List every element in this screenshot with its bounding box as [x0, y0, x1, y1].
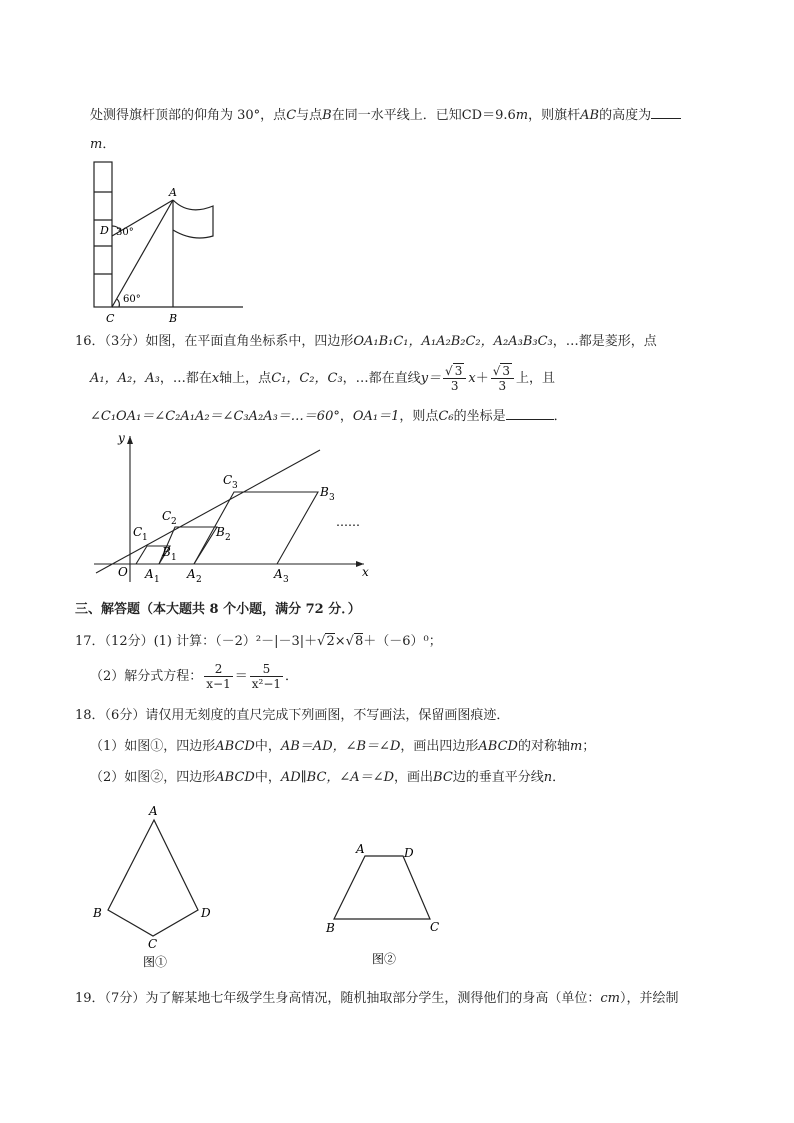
q15-dot: ． [102, 137, 116, 152]
label-d: D [201, 906, 211, 920]
q16-c6: C₆ [438, 409, 454, 424]
q16-x: x [211, 371, 220, 386]
label-a: A [169, 186, 177, 199]
q18-cond1: AB＝AD，∠B＝∠D [280, 739, 401, 754]
q19-text: 19．（7分）为了解某地七年级学生身高情况，随机抽取部分学生，测得他们的身高（单位： [75, 991, 601, 1006]
q17-text: （2）解分式方程： [90, 669, 203, 684]
angle-30: 30° [116, 227, 134, 238]
caption-1: 图① [143, 955, 168, 969]
label-b3: B [320, 485, 329, 499]
q18-figure-2 [318, 835, 458, 975]
q17-eq: ＝ [234, 669, 248, 684]
q16-text: ，…都在 [159, 371, 212, 386]
q18-text: 的对称轴 [517, 739, 570, 754]
q17-times: × [334, 634, 346, 649]
q18-dot: ． [552, 770, 566, 785]
label-c1: C [133, 525, 143, 539]
q15-line2 [90, 135, 115, 155]
q18-text: 中， [254, 770, 281, 785]
q15-figure [85, 158, 255, 328]
sub: 1 [171, 553, 177, 563]
label-b2: B [216, 525, 225, 539]
q15-ab: AB [580, 108, 600, 123]
q16-line1 [75, 332, 657, 352]
q16-plus: ＋ [475, 371, 489, 386]
q18-abcd: ABCD [215, 770, 255, 785]
label-c: C [106, 312, 115, 325]
q16-den2: 3 [498, 379, 507, 393]
q16-text: ，则点 [399, 409, 439, 424]
q16-line2 [90, 364, 555, 393]
q17-sqrt2: 2 [326, 634, 335, 649]
q16-y-eq: y＝ [420, 371, 442, 386]
sub: 3 [232, 481, 238, 491]
rhombus-3 [194, 492, 318, 564]
line-ca [112, 200, 173, 307]
sub: 2 [171, 517, 177, 527]
q15-cd: CD＝9.6 [461, 108, 516, 123]
q15-answer-blank[interactable] [651, 104, 681, 119]
q16-den: 3 [450, 379, 459, 393]
q16-end: ． [553, 409, 567, 424]
num: 2 [204, 662, 232, 677]
q18-line3 [90, 768, 565, 788]
q15-unit2: m [90, 137, 103, 152]
q19-text: ），并绘制 [619, 991, 679, 1006]
q18-figure-1 [88, 800, 228, 975]
q16-frac2: $\frac{√ 3}{3}$ [491, 364, 514, 393]
q16-oa1: OA₁＝1 [352, 409, 400, 424]
ellipsis: …… [336, 515, 360, 529]
q16-points-a: A₁，A₂，A₃ [90, 371, 160, 386]
q16-text: 16．（3分）如图，在平面直角坐标系中，四边形 [75, 334, 354, 349]
q18-line1: 18．（6分）请仅用无刻度的直尺完成下列画图，不写画法，保留画图痕迹． [75, 708, 510, 723]
sub: 1 [142, 533, 148, 543]
label-c: C [148, 937, 158, 951]
q15-text: 与点 [296, 108, 323, 123]
q16-points-c: C₁，C₂，C₃ [271, 371, 343, 386]
sub: 2 [225, 533, 231, 543]
trapezoid-abcd [334, 856, 430, 919]
q16-text: 的坐标是 [453, 409, 506, 424]
q16-figure [90, 428, 380, 586]
q18-m: m [569, 739, 583, 754]
label-a: A [149, 804, 158, 818]
q15-text: ，则旗杆 [528, 108, 581, 123]
flag [173, 200, 213, 238]
q18-semi: ； [582, 739, 596, 754]
label-d: D [100, 224, 109, 237]
num: 5 [250, 662, 283, 677]
q18-line2 [90, 737, 595, 757]
axis-x-label: x [362, 565, 369, 579]
q18-text: 边的垂直平分线 [452, 770, 544, 785]
q16-sqrt3b: 3 [502, 364, 510, 378]
q15-text: 的高度为 [599, 108, 652, 123]
q16-quads: OA₁B₁C₁，A₁A₂B₂C₂，A₂A₃B₃C₃ [353, 334, 553, 349]
q18-text: ，画出 [394, 770, 434, 785]
q16-xvar: x [468, 371, 476, 386]
q16-text: ，…都是菱形，点 [552, 334, 657, 349]
label-b: B [93, 906, 102, 920]
q15-b: B [322, 108, 332, 123]
label-a1: A [145, 567, 154, 581]
sub: 1 [154, 575, 160, 585]
label-c2: C [162, 509, 172, 523]
label-b: B [326, 921, 335, 935]
label-a2: A [187, 567, 196, 581]
q16-frac1: $\frac{√ 3}{3}$ [443, 364, 466, 393]
angle-60: 60° [123, 294, 141, 305]
label-c3: C [223, 473, 233, 487]
q17-sqrt8: 8 [354, 634, 364, 649]
q15-c: C [286, 108, 297, 123]
q18-text: （2）如图②，四边形 [90, 770, 216, 785]
den: x²−1 [251, 677, 282, 691]
label-b1: B [162, 545, 171, 559]
q17-frac2 [250, 662, 283, 691]
q15-line1 [90, 104, 681, 126]
q16-sqrt3: 3 [454, 364, 463, 378]
q18-text: ，画出四边形 [400, 739, 479, 754]
sub: 3 [329, 493, 335, 503]
q16-line3 [90, 405, 567, 427]
q18-cond2: AD∥BC，∠A＝∠D [280, 770, 395, 785]
q17-text: ＋（－6）⁰； [363, 634, 442, 649]
label-c: C [430, 920, 440, 934]
q18-n: n [543, 770, 553, 785]
sub: 2 [196, 575, 202, 585]
q17-text: 17．（12分）(1) 计算：（－2）²－|－3|＋ [75, 634, 318, 649]
label-d: D [404, 846, 414, 860]
q16-text: ，…都在直线 [342, 371, 421, 386]
q15-text: 在同一水平线上．已知 [331, 108, 462, 123]
den: x−1 [206, 677, 231, 691]
q19-cm: cm [600, 991, 620, 1006]
label-b: B [169, 312, 178, 325]
q15-text: 处测得旗杆顶部的仰角为 30°，点 [90, 108, 287, 123]
section-3-title: 三、解答题（本大题共 8 个小题，满分 72 分．） [75, 602, 361, 617]
axis-y-label: y [118, 431, 125, 445]
origin-label: O [118, 565, 128, 579]
q16-angles: ∠C₁OA₁＝∠C₂A₁A₂＝∠C₃A₂A₃＝…＝60° [90, 409, 340, 424]
q18-text: 中， [254, 739, 281, 754]
q17-frac1 [204, 662, 232, 691]
sub: 3 [283, 575, 289, 585]
q18-text: （1）如图①，四边形 [90, 739, 216, 754]
kite-abcd [108, 820, 198, 936]
q16-text: ， [339, 409, 353, 424]
q16-text: 上，且 [516, 371, 556, 386]
q15-unit: m [515, 108, 529, 123]
q19-line1 [75, 989, 678, 1009]
label-a3: A [274, 567, 283, 581]
q18-abcd: ABCD [478, 739, 518, 754]
q18-abcd: ABCD [215, 739, 255, 754]
q16-answer-blank[interactable] [506, 405, 554, 420]
caption-2: 图② [372, 952, 397, 966]
q17-end: ． [285, 669, 299, 684]
q17-line1: 17．（12分）(1) 计算：（－2）²－|－3|＋√2×√8＋（－6）⁰； [75, 634, 442, 649]
q18-bc: BC [433, 770, 453, 785]
label-a: A [356, 842, 365, 856]
q17-line2 [90, 660, 298, 694]
q16-text: 轴上，点 [219, 371, 272, 386]
